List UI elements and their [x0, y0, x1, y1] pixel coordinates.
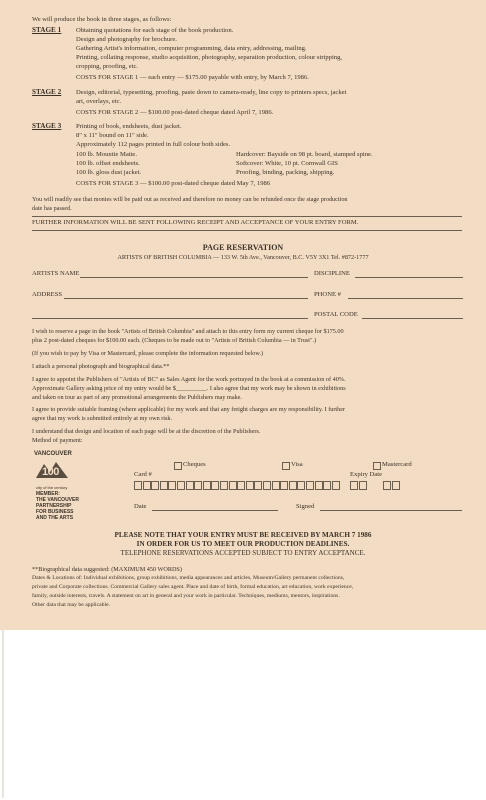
card-digit-cell[interactable] [194, 481, 202, 490]
refund-notice: date has passed. [32, 205, 72, 212]
member-line: PARTNERSHIP [36, 503, 72, 509]
card-digit-cell[interactable] [229, 481, 237, 490]
statement-line: plus 2 post-dated cheques for $100.00 each. (Cheques to be made out to "Artists of British Columbia — in Trust".) [32, 337, 317, 344]
statement-line: I understand that design and location of each page will be at the discretion of the Publishers. [32, 428, 261, 435]
divider [32, 230, 462, 231]
card-digit-cell[interactable] [168, 481, 176, 490]
stage3-line: Approximately 112 pages printed in full colour both sides. [76, 141, 231, 148]
statement-line: Approximate Gallery asking price of my entry would be $__________. I also agree that my work may be shown in exhibitions [32, 385, 346, 392]
artists-name-field[interactable] [80, 277, 308, 278]
postal-code-label: POSTAL CODE [314, 311, 358, 318]
stage3-spec: 100 lb. Mountie Matte. [76, 151, 137, 158]
stage1-label: STAGE 1 [32, 26, 62, 34]
stage3-spec: 100 lb. offset endsheets. [76, 160, 140, 167]
mastercard-label: Mastercard [382, 461, 412, 468]
card-digit-cell[interactable] [151, 481, 159, 490]
statement-line: I attach a personal photograph and biographical data.** [32, 363, 170, 370]
card-digit-cell[interactable] [323, 481, 331, 490]
card-digit-cell[interactable] [280, 481, 288, 490]
stage1-line: cropping, proofing, etc. [76, 63, 139, 70]
stage1-line: Gathering Artist's information, computer programming, data entry, addressing, mailing. [76, 45, 307, 52]
card-digit-cell[interactable] [211, 481, 219, 490]
refund-notice: You will readily see that monies will be paid out as received and therefore no money can be refunded once the stage production [32, 196, 348, 203]
discipline-label: DISCIPLINE [314, 270, 350, 277]
reservation-address: ARTISTS OF BRITISH COLUMBIA — 133 W. 5th Ave., Vancouver, B.C. V5Y 3X1 Tel. #872-1777 [117, 254, 369, 261]
statement-line: I agree to provide suitable framing (where applicable) for my work and that any freight charges are my responsibility. I further [32, 406, 346, 413]
member-line: AND THE ARTS [36, 515, 74, 521]
card-digit-cell[interactable] [263, 481, 271, 490]
logo-title: VANCOUVER [34, 451, 72, 457]
visa-label: Visa [291, 461, 303, 468]
card-digit-cell[interactable] [177, 481, 185, 490]
card-digit-cell[interactable] [237, 481, 245, 490]
statement-line: I wish to reserve a page in the book "Artists of British Columbia" and attach to this entry form my current cheque for $175.00 [32, 328, 344, 335]
stage3-line: 8" x 11" bound on 11" side. [76, 132, 149, 139]
bio-line: Dates & Locations of: Individual exhibitions, group exhibitions, media appearances and articles, Museum/Gallery permanent collections, [32, 575, 345, 581]
stage1-line: Printing, collating response, studio acquisition, photography, separation production, colour stripping, [76, 54, 343, 61]
stage2-line: art, overlays, etc. [76, 98, 122, 105]
address-field-line2[interactable] [32, 318, 308, 319]
stage2-costs: COSTS FOR STAGE 2 — $100.00 post-dated cheque dated April 7, 1986. [76, 109, 274, 116]
stage1-costs: COSTS FOR STAGE 1 — each entry — $175.00 payable with entry, by March 7, 1986. [76, 74, 309, 81]
statement-line: I agree to appoint the Publishers of "Artists of BC" as Sales Agent for the work portrayed in the book at a commission of 40%. [32, 376, 346, 383]
discipline-field[interactable] [355, 277, 463, 278]
stage3-spec: Proofing, binding, packing, shipping. [236, 169, 335, 176]
intro-text: We will produce the book in three stages, as follows: [32, 16, 172, 23]
member-line: THE VANCOUVER [36, 497, 79, 503]
stage3-spec: Softcover: White, 10 pt. Cornwall GIS [236, 160, 338, 167]
expiry-date-label: Expiry Date [350, 471, 383, 478]
expiry-digit-cell[interactable] [350, 481, 358, 490]
card-digit-cell[interactable] [254, 481, 262, 490]
mastercard-checkbox[interactable] [373, 462, 381, 470]
member-line: MEMBER: [36, 491, 60, 497]
statement-line: and taken on tour as part of any promotional arrangements the Publishers may make. [32, 394, 242, 401]
postal-code-field[interactable] [362, 318, 463, 319]
logo-subtitle: city of the century [36, 485, 68, 490]
card-digit-cell[interactable] [297, 481, 305, 490]
card-digit-cell[interactable] [186, 481, 194, 490]
card-digit-cell[interactable] [246, 481, 254, 490]
statement-line: (If you wish to pay by Visa or Mastercard, please complete the information requested below.) [32, 350, 264, 357]
signature-field[interactable] [320, 510, 462, 511]
date-field[interactable] [152, 510, 278, 511]
date-label: Date [134, 503, 147, 510]
stage2-line: Design, editorial, typesetting, proofing, paste down to camera-ready, line copy to printers specs, jacket [76, 89, 347, 96]
stage1-line: Obtaining quotations for each stage of the book production. [76, 27, 234, 34]
expiry-digit-cell[interactable] [383, 481, 391, 490]
member-line: FOR BUSINESS [36, 509, 74, 515]
statement-line: Method of payment: [32, 437, 83, 444]
signed-label: Signed [296, 503, 315, 510]
stage3-line: Printing of book, endsheets, dust jacket. [76, 123, 182, 130]
card-number-label: Card # [134, 471, 152, 478]
telephone-notice: TELEPHONE RESERVATIONS ACCEPTED SUBJECT TO ENTRY ACCEPTANCE. [120, 549, 366, 557]
phone-label: PHONE # [314, 291, 341, 298]
statement-line: agree that my work is submitted entirely at my own risk. [32, 415, 173, 422]
card-digit-cell[interactable] [306, 481, 314, 490]
bio-line: Other data that may be applicable. [32, 602, 111, 608]
page-edge-shadow [2, 630, 4, 798]
card-digit-cell[interactable] [220, 481, 228, 490]
bio-line: private and Corporate collections. Commercial Gallery sales agent. Place and date of birth, formal education, art education, work experience, [32, 584, 354, 590]
bio-line: family, outside interests, travels. A statement on art in general and your work in particular. Techniques, mediums, mentors, inspirations. [32, 593, 340, 599]
stage3-costs: COSTS FOR STAGE 3 — $100.00 post-dated cheque dated May 7, 1986 [76, 180, 271, 187]
deadline-notice: PLEASE NOTE THAT YOUR ENTRY MUST BE RECEIVED BY MARCH 7 1986 [114, 531, 372, 539]
stage3-spec: 100 lb. gloss dust jacket. [76, 169, 142, 176]
further-info-text: FURTHER INFORMATION WILL BE SENT FOLLOWING RECEIPT AND ACCEPTANCE OF YOUR ENTRY FORM. [32, 219, 359, 226]
divider [32, 216, 462, 217]
card-digit-cell[interactable] [289, 481, 297, 490]
expiry-digit-cell[interactable] [392, 481, 400, 490]
card-digit-cell[interactable] [160, 481, 168, 490]
address-label: ADDRESS [32, 291, 63, 298]
stage3-spec: Hardcover: Bayside on 98 pt. board, stamped spine. [236, 151, 373, 158]
bio-heading: **Biographical data suggested: (MAXIMUM 450 WORDS) [32, 566, 182, 573]
artists-name-label: ARTISTS NAME [32, 270, 80, 277]
card-digit-cell[interactable] [272, 481, 280, 490]
card-digit-cell[interactable] [203, 481, 211, 490]
expiry-digit-cell[interactable] [359, 481, 367, 490]
phone-field[interactable] [348, 298, 463, 299]
stage2-label: STAGE 2 [32, 88, 62, 96]
cheques-label: Cheques [183, 461, 206, 468]
card-digit-cell[interactable] [332, 481, 340, 490]
deadline-notice: IN ORDER FOR US TO MEET OUR PRODUCTION DEADLINES. [136, 540, 350, 548]
card-digit-cell[interactable] [315, 481, 323, 490]
stage3-label: STAGE 3 [32, 122, 62, 130]
cheques-checkbox[interactable] [174, 462, 182, 470]
page-reservation-title: PAGE RESERVATION [202, 243, 284, 252]
card-digit-cell[interactable] [143, 481, 151, 490]
address-field[interactable] [64, 298, 308, 299]
logo-number: 100 [42, 466, 59, 478]
card-digit-cell[interactable] [134, 481, 142, 490]
visa-checkbox[interactable] [282, 462, 290, 470]
stage1-line: Design and photography for brochure. [76, 36, 177, 43]
